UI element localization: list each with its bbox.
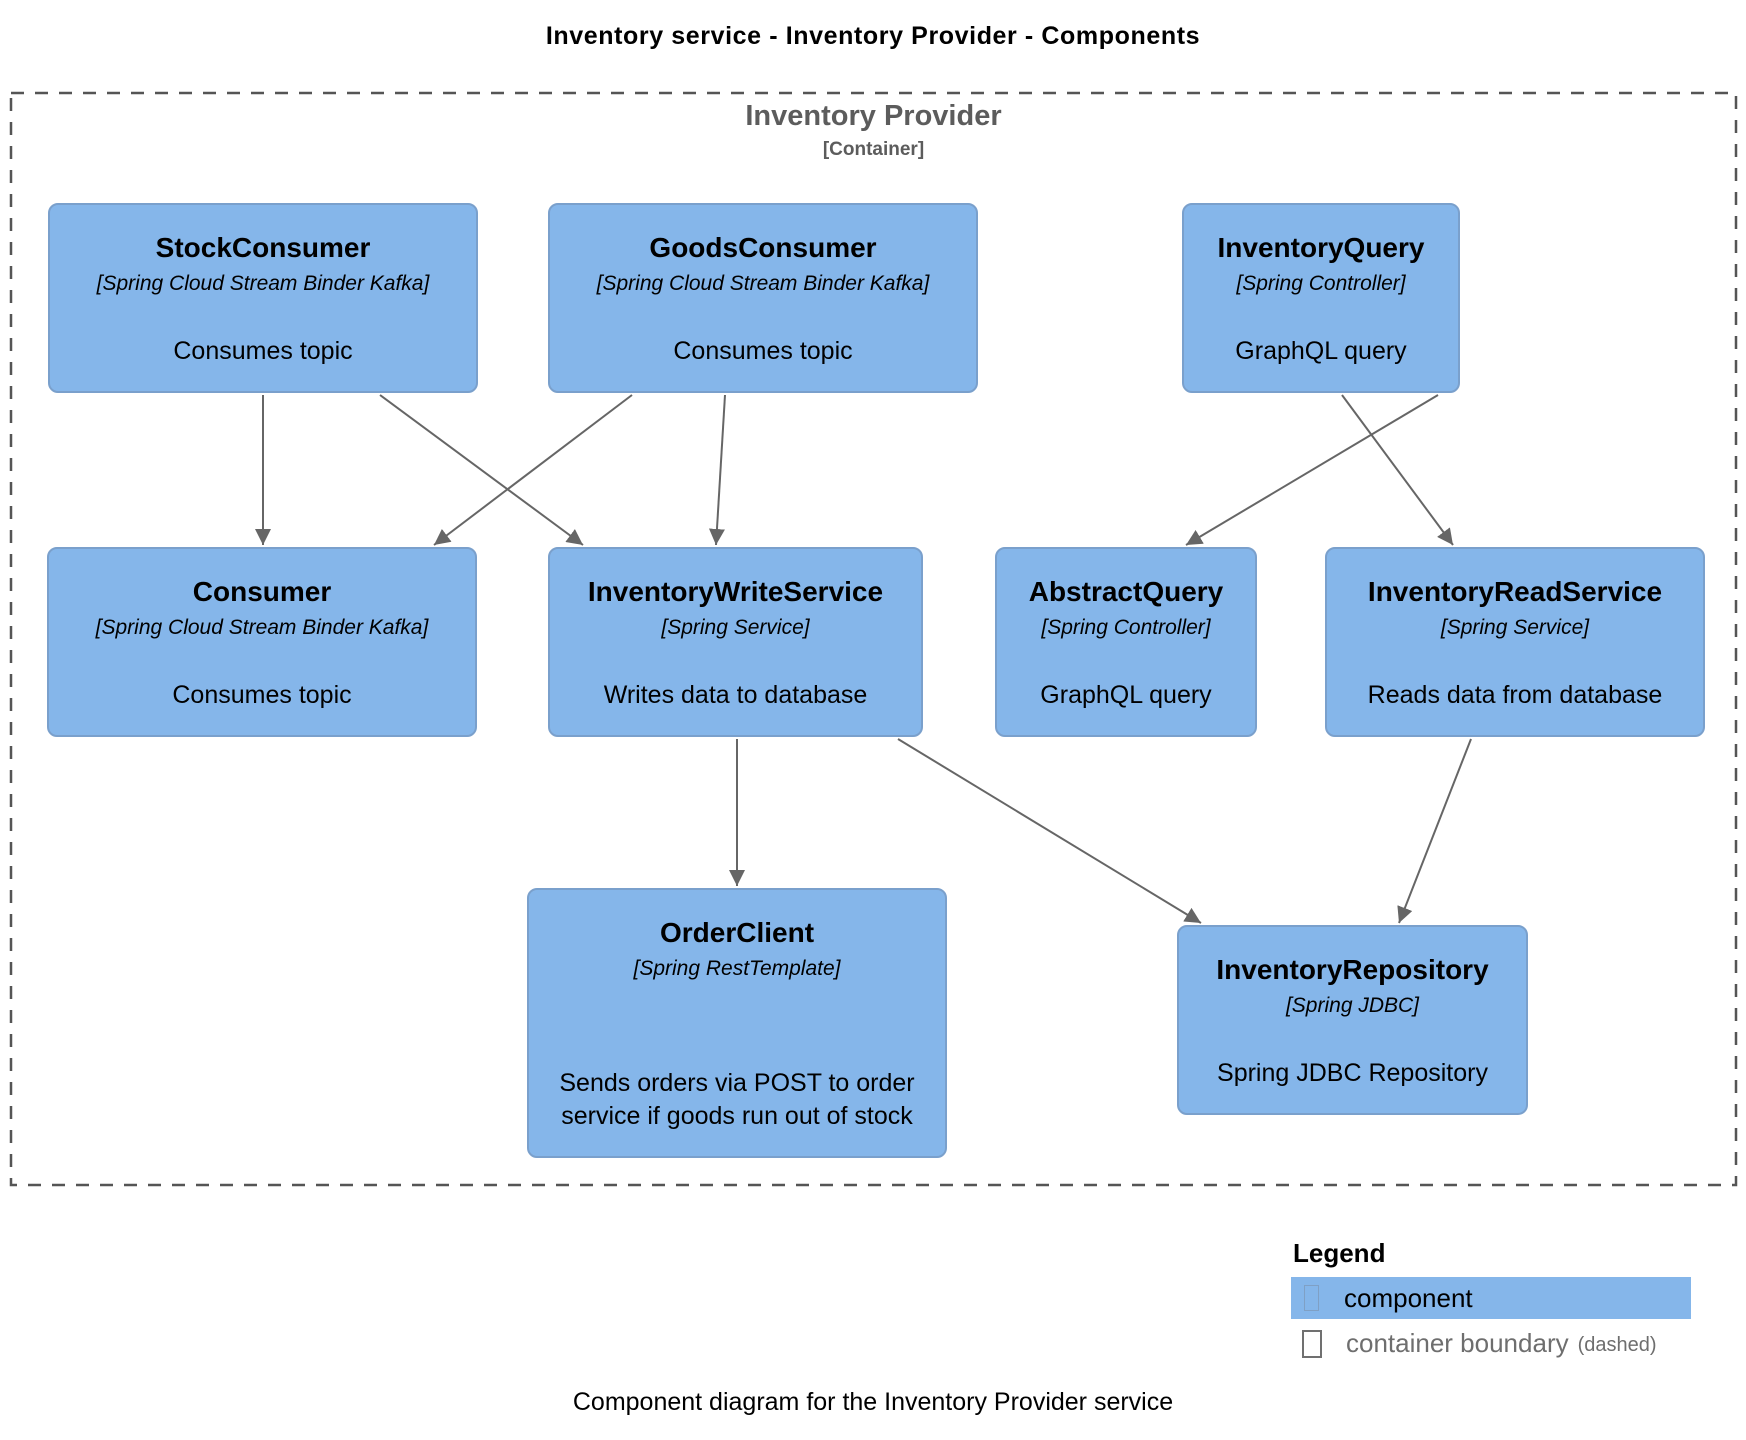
container-name: Inventory Provider: [745, 100, 1002, 132]
edge-inventoryquery-abstractquery: [1186, 395, 1438, 545]
component-title: Consumer: [192, 576, 332, 607]
component-meta: [Spring JDBC]: [1285, 993, 1420, 1017]
edge-inventoryreadservice-inventoryrepository: [1399, 739, 1471, 923]
component-meta: [Spring Cloud Stream Binder Kafka]: [596, 271, 930, 295]
legend-title: Legend: [1293, 1238, 1386, 1268]
component-description: Consumes topic: [172, 680, 352, 709]
diagram-caption: Component diagram for the Inventory Provider service: [572, 1388, 1174, 1416]
component-title: OrderClient: [659, 917, 815, 948]
component-meta: [Spring Controller]: [1041, 615, 1211, 639]
legend-boundary-label: container boundary: [1346, 1328, 1569, 1358]
component-swatch-icon: [1304, 1285, 1319, 1311]
legend-component-label: component: [1344, 1282, 1473, 1313]
edge-inventoryquery-inventoryreadservice: [1342, 395, 1453, 545]
component-meta: [Spring Service]: [1440, 615, 1590, 639]
container-meta: [Container]: [822, 139, 925, 160]
component-title: GoodsConsumer: [649, 232, 877, 263]
legend-component-row: [1291, 1277, 1691, 1319]
component-title: InventoryRepository: [1216, 954, 1489, 985]
component-inventory-query: [1182, 203, 1460, 393]
component-inventory-read-service: [1325, 547, 1705, 737]
component-meta: [Spring RestTemplate]: [633, 956, 841, 980]
edge-goodsconsumer-inventorywriteservice: [716, 395, 725, 545]
component-description: Reads data from database: [1367, 680, 1663, 709]
legend-boundary-note: (dashed): [1577, 1334, 1657, 1356]
legend-boundary-row: [1291, 1328, 1691, 1359]
component-description: Sends orders via POST to order service if goods run out of stock: [559, 1069, 915, 1130]
component-meta: [Spring Service]: [661, 615, 810, 639]
component-stock-consumer: [48, 203, 478, 393]
component-title: InventoryReadService: [1367, 576, 1663, 607]
component-meta: [Spring Cloud Stream Binder Kafka]: [95, 615, 429, 639]
component-goods-consumer: [548, 203, 978, 393]
component-description: Consumes topic: [173, 336, 353, 365]
legend: [1291, 1238, 1693, 1359]
component-description: GraphQL query: [1040, 680, 1212, 709]
component-meta: [Spring Controller]: [1236, 271, 1406, 295]
component-title: InventoryQuery: [1217, 232, 1425, 263]
component-title: InventoryWriteService: [587, 576, 884, 607]
diagram-title: Inventory service - Inventory Provider - Components: [545, 22, 1201, 50]
component-title: AbstractQuery: [1028, 576, 1224, 607]
component-consumer: [47, 547, 477, 737]
component-description: Writes data to database: [603, 680, 868, 709]
edge-goodsconsumer-consumer: [434, 395, 632, 545]
component-inventory-write-service: [548, 547, 923, 737]
component-abstract-query: [995, 547, 1257, 737]
component-inventory-repository: [1177, 925, 1528, 1115]
component-description: GraphQL query: [1235, 336, 1407, 365]
component-title: StockConsumer: [155, 232, 371, 263]
edge-stockconsumer-inventorywriteservice: [380, 395, 583, 545]
boundary-swatch-icon: [1302, 1330, 1322, 1358]
component-order-client: [527, 888, 947, 1158]
component-meta: [Spring Cloud Stream Binder Kafka]: [96, 271, 430, 295]
component-description: Consumes topic: [673, 336, 853, 365]
component-description: Spring JDBC Repository: [1217, 1058, 1488, 1087]
